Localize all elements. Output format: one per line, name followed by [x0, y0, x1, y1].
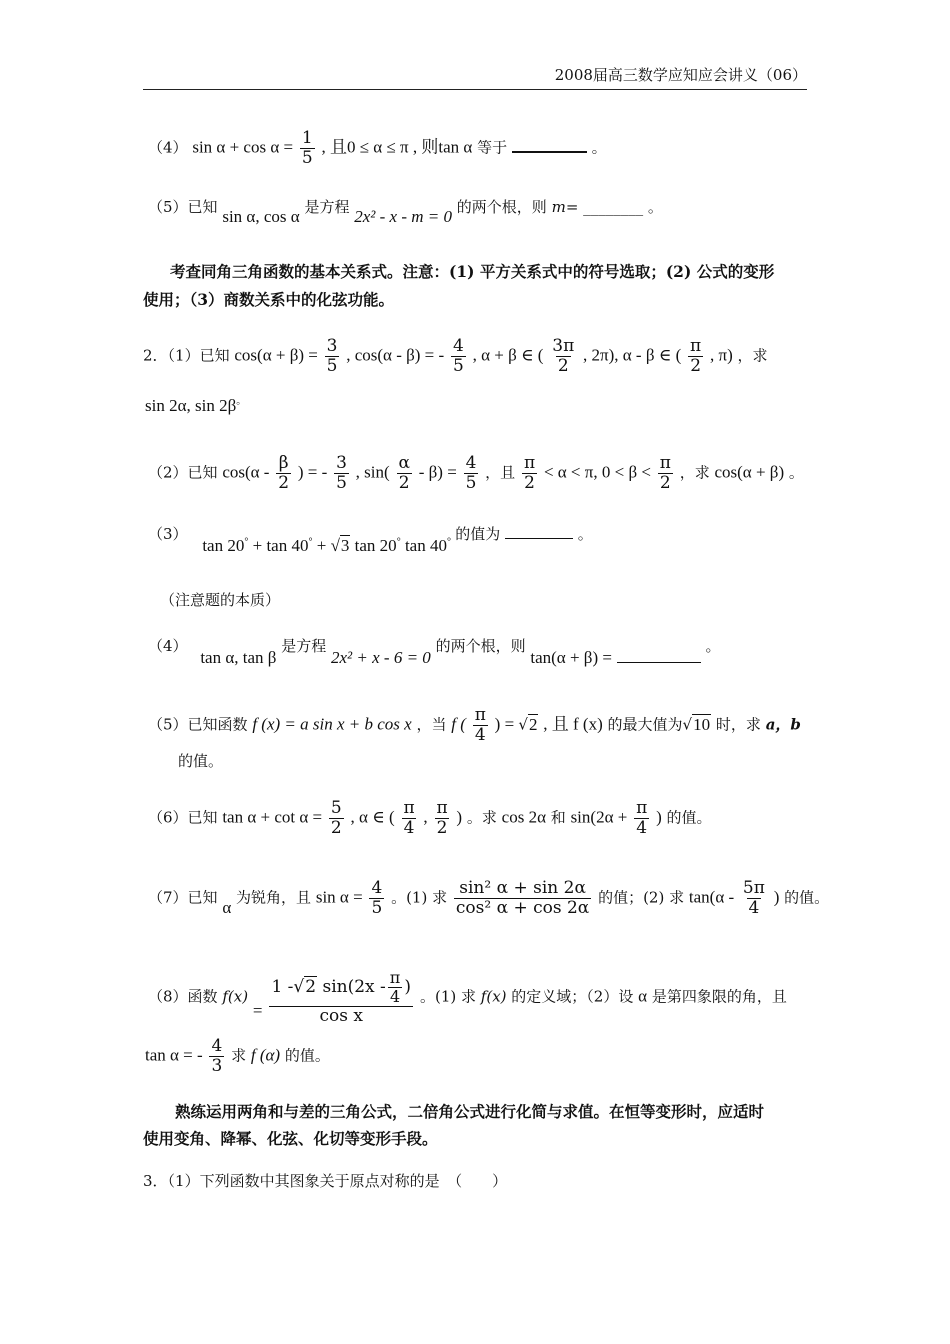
header-rule [143, 89, 807, 90]
item-text: 为锐角，且 [236, 888, 312, 907]
math-expr: cos 2α [501, 807, 546, 827]
fraction: $\frac{4}{5}$ [452, 336, 464, 376]
item-text: 是方程 [304, 198, 350, 216]
item-text: ，求 [737, 346, 768, 365]
punct: 。 [705, 637, 721, 655]
note-line: 考查同角三角函数的基本关系式。注意：(1) 平方关系式中的符号选取；(2) 公式的变形 [170, 262, 775, 281]
fraction: $\frac{\beta}{2}$ [278, 453, 290, 493]
item-text: 等于 [477, 138, 508, 157]
math-expr: cos(α - [222, 462, 270, 482]
item-text: 的最大值为 [607, 715, 683, 734]
item-text: 。求 [466, 808, 497, 827]
math-expr: ) = [494, 714, 519, 734]
math-expr: tan(α - [688, 887, 735, 907]
math-expr: sin α = [315, 887, 363, 907]
big-fraction: 1 -√2 sin(2x - $\frac{\pi}{4}$ ) cos x [269, 970, 413, 1025]
item-3-1: 3．（1）下列函数中其图象关于原点对称的是 （ ） [143, 1172, 508, 1190]
vars-ab: a，b [765, 715, 801, 734]
item-num: （6）已知 [148, 808, 218, 827]
item-num: （4） [148, 637, 188, 655]
fraction: $\frac{1}{5}$ [301, 128, 313, 168]
math-expr: α [638, 986, 648, 1006]
item-num: （2）已知 [148, 463, 218, 482]
math-expr: tan α + cot α = [222, 807, 323, 827]
math-expr: , 2π), α - β ∈ ( [583, 345, 682, 365]
math-expr: = [252, 1000, 263, 1020]
math-expr: , [423, 807, 428, 827]
item-1-4 [148, 130, 607, 167]
item-text: 和 [550, 808, 566, 827]
item-text: = ________ 。 [565, 198, 663, 216]
item-text: 的值。 [784, 888, 830, 907]
item-text: ，且 [485, 463, 516, 482]
fraction: $\frac{3\pi}{2}$ [552, 336, 575, 376]
punct: 。 [236, 396, 247, 407]
item-text: 是第四象限的角，且 [651, 987, 787, 1006]
item-2-2 [148, 455, 804, 492]
punct: 。 [788, 463, 804, 482]
item-1-5 [148, 198, 663, 226]
item-2-8 [148, 970, 787, 1025]
fraction: $\frac{5}{2}$ [330, 798, 342, 838]
fraction: $\frac{\text{sin² α + sin 2α}}{\text{cos² α + cos 2α}}$ [455, 878, 590, 918]
item-text: 的两个根，则 [435, 637, 526, 655]
item-2-5: （5）已知函数 f (x) = a sin x + b cos x ，当 f ( $\frac{\pi}{4}$ ) = √2 , 且 f (x) 的最大值为√10 时，求 a，b [148, 705, 801, 745]
item-text: 。(1) 求 [391, 888, 448, 907]
math-expr: , π) [710, 345, 733, 365]
item-text: 是方程 [281, 637, 327, 655]
fraction: $\frac{\pi}{2}$ [659, 453, 671, 493]
item-num: （5）已知函数 [148, 715, 248, 734]
sqrt-value: 2 [528, 714, 538, 734]
note-line: 使用；（3）商数关系中的化弦功能。 [143, 290, 395, 309]
fraction: $\frac{\pi}{2}$ [523, 453, 536, 493]
fraction: $\frac{\alpha}{2}$ [398, 453, 410, 493]
fraction: $\frac{\pi}{2}$ [690, 336, 702, 376]
fraction: $\frac{\pi}{4}$ [474, 705, 486, 745]
item-2-4 [148, 637, 721, 667]
math-expr: , α ∈ ( [350, 807, 395, 827]
math-expr: f(x) [480, 987, 507, 1006]
math-expr: sin(2α + [570, 807, 628, 827]
fraction: $\frac{\pi}{4}$ [403, 798, 415, 838]
math-expr: cos(α + β) = [234, 345, 318, 365]
item-text: 的值为 [455, 525, 501, 543]
item-text: 求 [231, 1046, 247, 1065]
math-expr: ) [656, 807, 662, 827]
item-num: （7）已知 [148, 888, 218, 907]
page-header: 2008届高三数学应知应会讲义（06） [554, 66, 807, 84]
math-expr: f (x) = a sin x + b cos x [252, 714, 412, 734]
fraction: $\frac{5\pi}{4}$ [742, 878, 765, 918]
item-num: 2．（1）已知 [143, 346, 230, 365]
fraction: $\frac{\pi}{4}$ [636, 798, 648, 838]
fraction: $\frac{3}{5}$ [326, 336, 338, 376]
math-expr: tan α, tan β [200, 648, 277, 667]
math-expr: sin α, cos α [222, 207, 300, 226]
math-expr: tan 20° + tan 40° + √3 tan 20° tan 40° [202, 536, 451, 555]
item-text: ，求 [679, 463, 710, 482]
fraction: $\frac{4}{5}$ [465, 453, 477, 493]
math-expr: f ( [451, 714, 466, 734]
item-num: （8）函数 [148, 987, 218, 1006]
fraction: $\frac{4}{5}$ [371, 878, 383, 918]
math-expr: sin 2α, sin 2β [145, 396, 237, 415]
fraction: $\frac{3}{5}$ [336, 453, 347, 493]
item-text: 的值。 [666, 808, 712, 827]
fraction: $\frac{\pi}{2}$ [436, 798, 448, 838]
note-text: （注意题的本质） [160, 591, 281, 609]
math-expr: 2x² + x - 6 = 0 [331, 648, 431, 667]
note-line: 熟练运用两角和与差的三角公式，二倍角公式进行化简与求值。在恒等变形时，应适时 [175, 1102, 765, 1121]
item-2-3 [148, 525, 593, 555]
math-expr: tan(α + β) = [530, 648, 612, 667]
math-expr: sin α + cos α = [192, 137, 294, 157]
math-expr: ) [773, 887, 780, 907]
var-m: m [551, 198, 566, 216]
math-expr: , sin( [355, 462, 390, 482]
item-num: （4） [148, 138, 188, 157]
item-2-1 [143, 338, 768, 375]
math-expr: f(x) [222, 987, 249, 1006]
item-text: 的两个根，则 [456, 198, 547, 216]
answer-blank [617, 662, 701, 663]
item-2-8-line2 [145, 1038, 330, 1075]
item-text: 。(1) 求 [419, 987, 477, 1006]
item-num: （5）已知 [148, 198, 218, 216]
note-line: 使用变角、降幂、化弦、化切等变形手段。 [143, 1129, 438, 1148]
math-expr: , cos(α - β) = - [346, 345, 445, 365]
item-text: 的值；(2) 求 [598, 888, 685, 907]
math-expr: α [222, 897, 232, 917]
math-expr: , 且 f (x) [543, 714, 603, 734]
item-text: 的值。 [284, 1046, 330, 1065]
item-2-7 [148, 880, 829, 917]
answer-blank [512, 151, 587, 153]
math-expr: 2x² - x - m = 0 [354, 207, 452, 226]
math-expr: , α + β ∈ ( [472, 345, 544, 365]
item-2-5-line2: 的值。 [178, 752, 224, 770]
fraction: $\frac{4}{3}$ [211, 1036, 223, 1076]
math-expr: - β) = [418, 462, 457, 482]
sqrt-value: 10 [693, 714, 711, 734]
math-expr: ) = - [297, 462, 328, 482]
math-expr: ) [456, 807, 463, 827]
punct: 。 [591, 138, 607, 157]
item-text: 的定义域；（2）设 [511, 987, 634, 1006]
answer-blank [505, 538, 573, 539]
item-text: 时，求 [715, 715, 761, 734]
punct: 。 [577, 525, 593, 543]
math-expr: < α < π, 0 < β < [543, 462, 651, 482]
math-expr: cos(α + β) [714, 462, 785, 482]
math-expr: tan α = - [145, 1045, 203, 1065]
item-num: （3） [148, 525, 188, 543]
item-2-6 [148, 800, 712, 837]
math-expr: f (α) [250, 1045, 281, 1065]
item-text: ，当 [416, 715, 447, 734]
math-expr: , 且0 ≤ α ≤ π , 则tan α [321, 137, 473, 157]
item-2-1-line2 [145, 397, 246, 414]
